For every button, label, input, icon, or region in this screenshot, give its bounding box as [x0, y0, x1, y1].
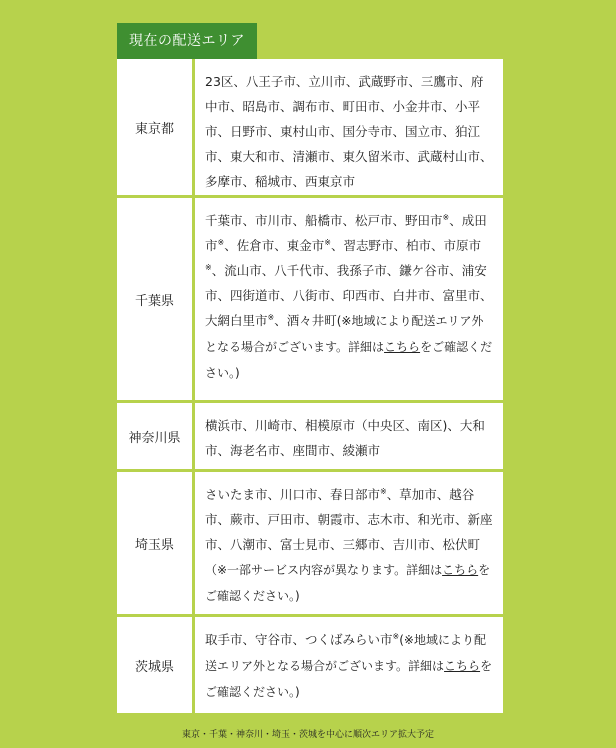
delivery-area-title: 現在の配送エリア — [117, 23, 257, 59]
delivery-area-table — [117, 59, 503, 716]
footer-note: 東京・千葉・神奈川・埼玉・茨城を中心に順次エリア拡大予定 — [181, 730, 434, 740]
note-mark: ※ — [392, 631, 400, 641]
city-text: 取手市、守谷市、つくばみらい市 — [205, 632, 393, 647]
note-text: （※一部サービス内容が異なります。詳細は — [205, 563, 443, 577]
city-text: さいたま市、川口市、春日部市 — [205, 487, 381, 502]
city-text: 、成田市 — [205, 213, 487, 253]
note-mark: ※ — [205, 262, 212, 272]
area-row-chiba — [117, 198, 503, 400]
city-list — [195, 617, 503, 713]
note-text: (※地域により配送エリア外となる場合がございます。詳細は — [205, 633, 486, 673]
city-list — [195, 403, 503, 469]
note-text: をご確認ください。) — [205, 340, 493, 380]
note-mark: ※ — [267, 312, 275, 322]
city-text: 、流山市、八千代市、我孫子市、鎌ケ谷市、浦安市、四街道市、八街市、印西市、白井市、富里市、大網白里市 — [205, 263, 493, 328]
note-text: (※地域により配送エリア外となる場合がございます。詳細は — [205, 314, 484, 354]
area-row-kanagawa — [117, 403, 503, 469]
note-text: をご確認ください。) — [205, 563, 491, 603]
city-list — [195, 198, 503, 400]
city-text: 、酒々井町 — [274, 313, 337, 328]
prefecture-label: 埼玉県 — [117, 472, 192, 614]
prefecture-label: 神奈川県 — [117, 403, 192, 469]
note-mark: ※ — [217, 237, 225, 247]
note-mark: ※ — [324, 237, 331, 247]
city-text: 千葉市、市川市、船橋市、松戸市、野田市 — [205, 213, 443, 228]
city-text: 、草加市、越谷市、蕨市、戸田市、朝霞市、志木市、和光市、新座市、八潮市、富士見市、三郷市、吉川市、松伏町 — [205, 487, 493, 552]
note-mark: ※ — [442, 212, 450, 222]
city-text: 横浜市、川崎市、相模原市（中央区、南区)、大和市、海老名市、座間市、綾瀬市 — [205, 418, 485, 458]
note-text: をご確認ください。) — [205, 659, 493, 699]
city-text: 、習志野市、柏市、市原市 — [330, 238, 481, 253]
area-row-ibaraki — [117, 617, 503, 713]
area-row-tokyo — [117, 59, 503, 195]
prefecture-label: 千葉県 — [117, 198, 192, 400]
area-row-saitama — [117, 472, 503, 614]
note-mark: ※ — [380, 486, 387, 496]
prefecture-label: 茨城県 — [117, 617, 192, 713]
city-list — [195, 472, 503, 614]
prefecture-label: 東京都 — [117, 59, 192, 195]
city-list — [195, 59, 503, 195]
city-text: 、佐倉市、東金市 — [224, 238, 325, 253]
details-link[interactable]: こちら — [384, 340, 421, 354]
details-link[interactable]: こちら — [444, 659, 481, 673]
details-link[interactable]: こちら — [442, 563, 479, 577]
city-text: 23区、八王子市、立川市、武蔵野市、三鷹市、府中市、昭島市、調布市、町田市、小金井市、小平市、日野市、東村山市、国分寺市、国立市、狛江市、東大和市、清瀬市、東久留米市、武蔵村山市、多摩市、稲城市、西東京市 — [205, 74, 493, 189]
